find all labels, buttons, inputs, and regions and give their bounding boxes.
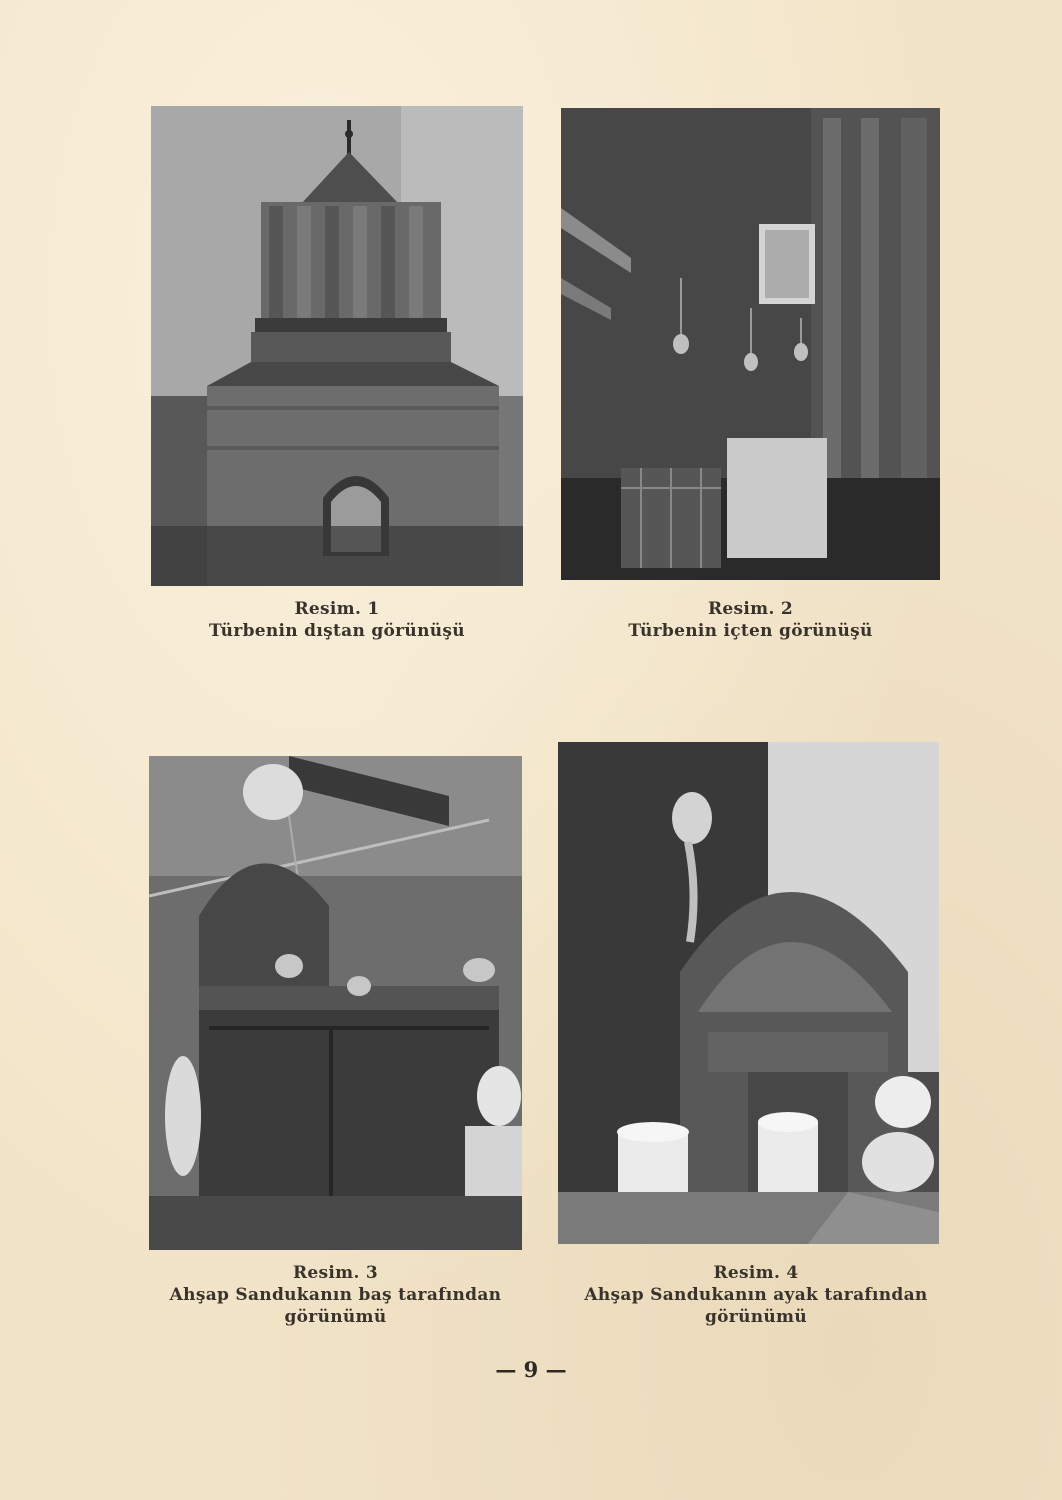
- figure-3-caption: [149, 1262, 522, 1328]
- figure-3-text-1: Ahşap Sandukanın baş tarafından: [169, 1285, 502, 1305]
- figure-3-text-2: görünümü: [284, 1307, 387, 1327]
- figure-4-text-2: görünümü: [704, 1307, 807, 1327]
- figure-2-caption: [561, 598, 940, 642]
- figure-4-text-1: Ahşap Sandukanın ayak tarafından: [584, 1285, 928, 1305]
- figure-2-text: Türbenin içten görünüşü: [628, 621, 873, 641]
- figure-2-label: Resim. 2: [707, 599, 794, 619]
- photo-sarcophagus-foot: [558, 742, 939, 1244]
- figure-1-label: Resim. 1: [294, 599, 380, 619]
- figure-4-caption: [558, 1262, 954, 1328]
- photo-tomb-interior: [561, 108, 940, 580]
- figure-1-caption: [151, 598, 523, 642]
- photo-tomb-exterior: [151, 106, 523, 586]
- figure-3-label: Resim. 3: [292, 1263, 379, 1283]
- figure-4-label: Resim. 4: [713, 1263, 799, 1283]
- figure-1-text: Türbenin dıştan görünüşü: [209, 621, 465, 641]
- page-number: — 9 —: [495, 1357, 567, 1382]
- photo-sarcophagus-head: [149, 756, 522, 1250]
